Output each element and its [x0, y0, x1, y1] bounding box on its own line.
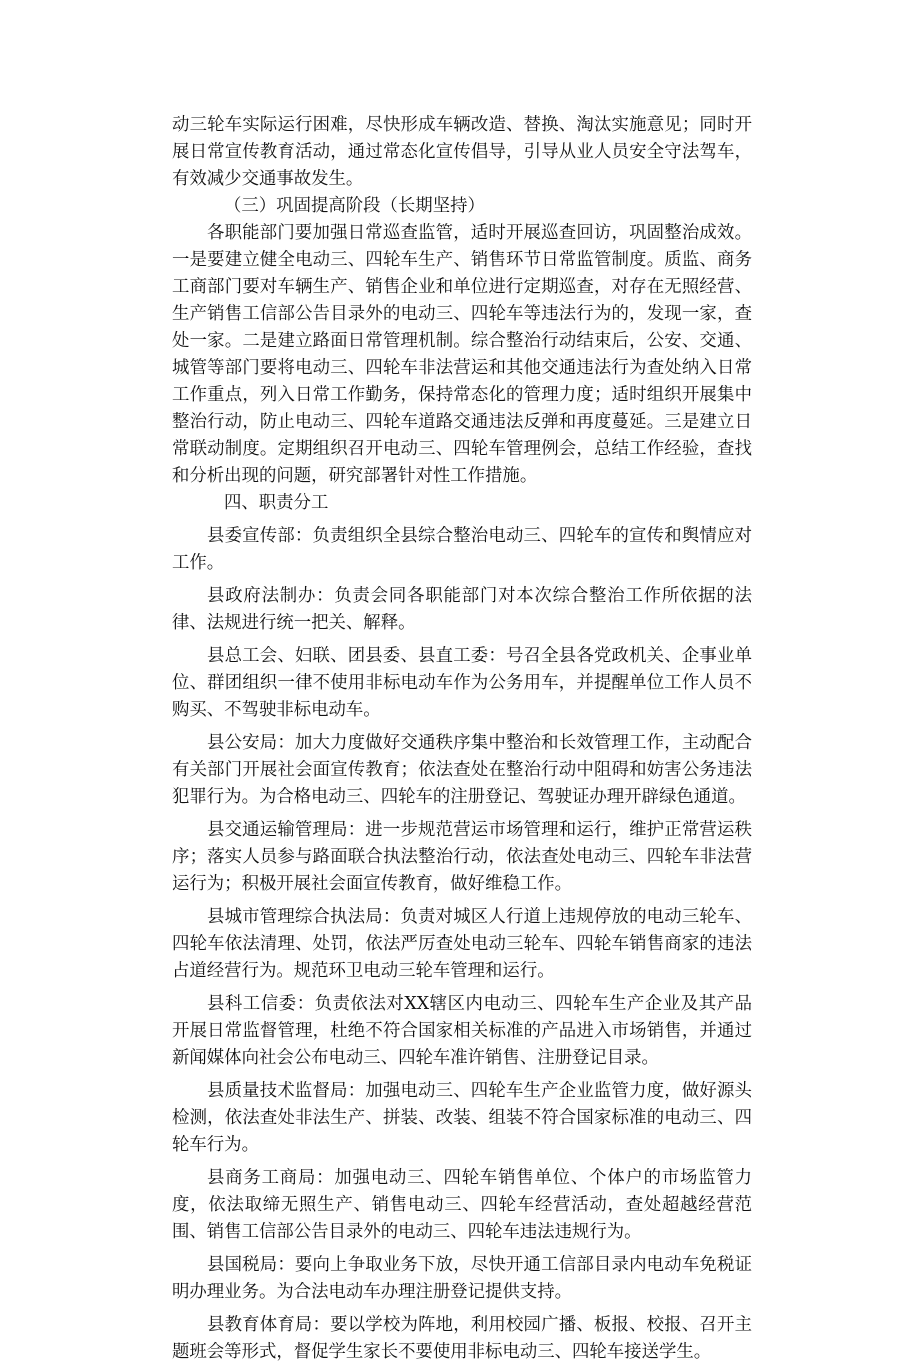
paragraph-public-security: 县公安局：加大力度做好交通秩序集中整治和长效管理工作，主动配合有关部门开展社会面宣传教育；依法查处在整治行动中阻碍和妨害公务违法犯罪行为。为合格电动三、四轮车的注册登记、驾驶证办理开辟绿色通道。	[172, 733, 752, 807]
paragraph-propaganda-dept: 县委宣传部：负责组织全县综合整治电动三、四轮车的宣传和舆情应对工作。	[172, 526, 752, 573]
section-heading-responsibilities: 四、职责分工	[224, 493, 329, 513]
paragraph-continuation: 动三轮车实际运行困难，尽快形成车辆改造、替换、淘汰实施意见；同时开展日常宣传教育活动，通过常态化宣传倡导，引导从业人员安全守法驾车，有效减少交通事故发生。	[172, 115, 752, 189]
paragraph-phase-3-body: 各职能部门要加强日常巡查监管，适时开展巡查回访，巩固整治成效。一是要建立健全电动三、四轮车生产、销售环节日常监管制度。质监、商务工商部门要对车辆生产、销售企业和单位进行定期巡查，对存在无照经营、生产销售工信部公告目录外的电动三、四轮车等违法行为的，发现一家，查处一家。二是建立路面日常管理机制。综合整治行动结束后，公安、交通、城管等部门要将电动三、四轮车非法营运和其他交通违法行为查处纳入日常工作重点，列入日常工作勤务，保持常态化的管理力度；适时组织开展集中整治行动，防止电动三、四轮车道路交通违法反弹和再度蔓延。三是建立日常联动制度。定期组织召开电动三、四轮车管理例会，总结工作经验，查找和分析出现的问题，研究部署针对性工作措施。	[172, 223, 752, 486]
paragraph-science-industry: 县科工信委：负责依法对XX辖区内电动三、四轮车生产企业及其产品开展日常监督管理，杜绝不符合国家相关标准的产品进入市场销售，并通过新闻媒体向社会公布电动三、四轮车准许销售、注册登记目录。	[172, 994, 752, 1068]
section-heading-phase-3: （三）巩固提高阶段（长期坚持）	[224, 196, 485, 216]
paragraph-legal-office: 县政府法制办：负责会同各职能部门对本次综合整治工作所依据的法律、法规进行统一把关、解释。	[172, 586, 752, 633]
paragraph-urban-management: 县城市管理综合执法局：负责对城区人行道上违规停放的电动三轮车、四轮车依法清理、处罚，依法严厉查处电动三轮车、四轮车销售商家的违法占道经营行为。规范环卫电动三轮车管理和运行。	[172, 907, 752, 981]
paragraph-tax-bureau: 县国税局：要向上争取业务下放，尽快开通工信部目录内电动车免税证明办理业务。为合法电动车办理注册登记提供支持。	[172, 1255, 752, 1302]
paragraph-education: 县教育体育局：要以学校为阵地，利用校园广播、板报、校报、召开主题班会等形式，督促学生家长不要使用非标电动三、四轮车接送学生。	[172, 1315, 752, 1362]
paragraph-trade-union: 县总工会、妇联、团县委、县直工委：号召全县各党政机关、企事业单位、群团组织一律不使用非标电动车作为公务用车，并提醒单位工作人员不购买、不驾驶非标电动车。	[172, 646, 752, 720]
paragraph-quality-supervision: 县质量技术监督局：加强电动三、四轮车生产企业监管力度，做好源头检测，依法查处非法生产、拼装、改装、组装不符合国家标准的电动三、四轮车行为。	[172, 1081, 752, 1155]
document-page	[172, 112, 752, 1366]
paragraph-commerce: 县商务工商局：加强电动三、四轮车销售单位、个体户的市场监管力度，依法取缔无照生产、销售电动三、四轮车经营活动，查处超越经营范围、销售工信部公告目录外的电动三、四轮车违法违规行为。	[172, 1168, 752, 1242]
paragraph-transport: 县交通运输管理局：进一步规范营运市场管理和运行，维护正常营运秩序；落实人员参与路面联合执法整治行动，依法查处电动三、四轮车非法营运行为；积极开展社会面宣传教育，做好维稳工作。	[172, 820, 752, 894]
